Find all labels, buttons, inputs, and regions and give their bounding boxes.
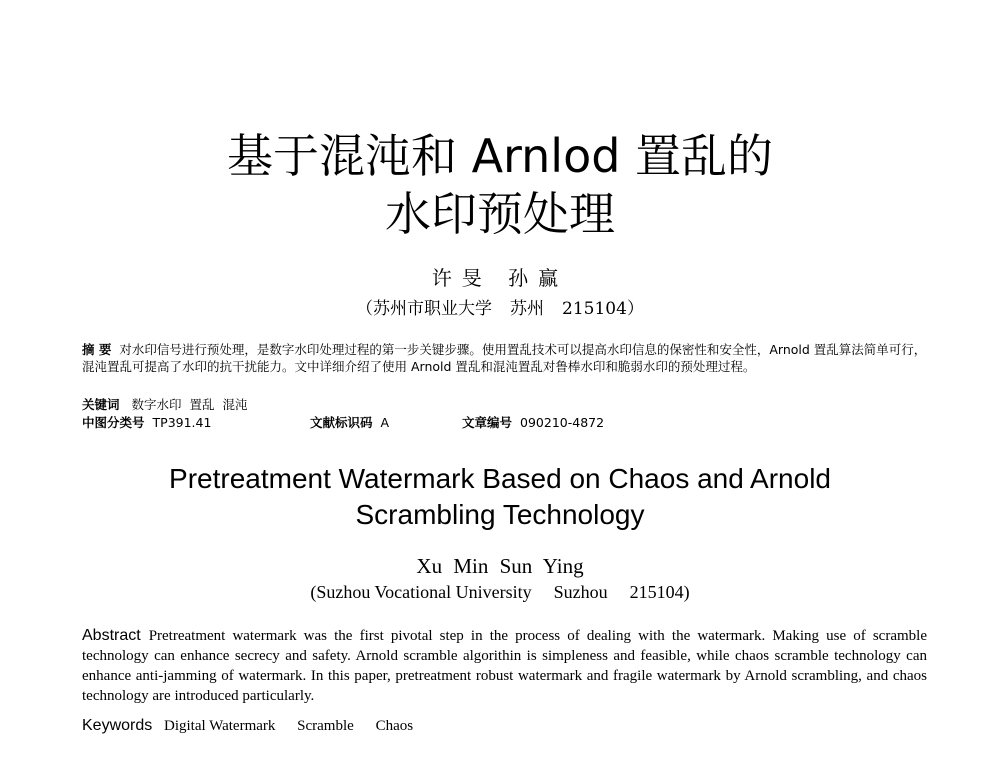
affiliation-close-paren: ） [626, 299, 644, 319]
english-keywords [82, 717, 927, 735]
chinese-title-line-1: 基于混沌和 Arnlod 置乱的 [226, 129, 774, 183]
english-keywords-label: Keywords [82, 717, 153, 734]
affiliation-postcode: 215104 [629, 582, 684, 602]
chinese-keywords [82, 396, 927, 413]
chinese-keyword: 置乱 [189, 397, 215, 412]
affiliation-open-paren: ( [310, 582, 317, 602]
chinese-title-line-2: 水印预处理 [385, 187, 615, 241]
chinese-abstract-text: 对水印信号进行预处理，是数字水印处理过程的第一步关键步骤。使用置乱技术可以提高水印信息的保密性和安全性，Arnold 置乱算法简单可行，混沌置乱可提高了水印的抗干扰能力。文中详细介绍了使用 Arnold 置乱和混沌置乱对鲁棒水印和脆弱水印的预处理过程。 [82, 342, 927, 374]
english-title-line-2: Scrambling Technology [355, 499, 645, 530]
english-abstract-label: Abstract [82, 627, 141, 644]
affiliation-close-paren: ) [683, 582, 690, 602]
classification-line [82, 413, 927, 431]
classification-number [82, 413, 211, 431]
english-abstract [82, 626, 927, 706]
english-keyword: Scramble [297, 718, 354, 734]
article-number-label: 文章编号 [462, 415, 513, 430]
document-code-label: 文献标识码 [310, 415, 373, 430]
chinese-keyword: 数字水印 [131, 397, 182, 412]
english-keyword: Chaos [375, 718, 414, 734]
article-number-value: 090210-4872 [520, 415, 605, 430]
chinese-keywords-label: 关键词 [82, 397, 120, 412]
classification-label: 中图分类号 [82, 415, 145, 430]
chinese-authors: 许旻 孙赢 [431, 266, 569, 290]
english-abstract-text: Pretreatment watermark was the first pivotal step in the process of dealing with the watermark. Making use of scramble technology can enhance secrecy and safety. Arnold scramble algorithin is simpleness and feasible, while chaos scramble technology can enhance anti-jamming of watermark. In this paper, pretreatment robust watermark and fragile watermark by Arnold scrambling, and chaos technology are introduced particularly. [82, 628, 927, 704]
chinese-keyword: 混沌 [222, 397, 248, 412]
english-affiliation [0, 582, 1000, 603]
document-code-value: A [380, 415, 390, 430]
chinese-abstract-label: 摘 要 [82, 342, 112, 357]
affiliation-city: 苏州 [510, 299, 545, 319]
affiliation-organization: 苏州市职业大学 [373, 299, 493, 319]
affiliation-open-paren: （ [356, 299, 374, 319]
affiliation-postcode: 215104 [562, 299, 627, 319]
affiliation-city: Suzhou [553, 582, 608, 602]
english-title-line-1: Pretreatment Watermark Based on Chaos and Arnold [169, 463, 831, 494]
chinese-affiliation [0, 294, 1000, 319]
article-number [462, 413, 604, 431]
chinese-abstract [82, 341, 927, 375]
english-authors: Xu Min Sun Ying [416, 554, 584, 578]
english-keyword: Digital Watermark [164, 718, 276, 734]
affiliation-organization: Suzhou Vocational University [316, 582, 532, 602]
classification-value: TP391.41 [152, 415, 212, 430]
document-code [310, 413, 389, 431]
